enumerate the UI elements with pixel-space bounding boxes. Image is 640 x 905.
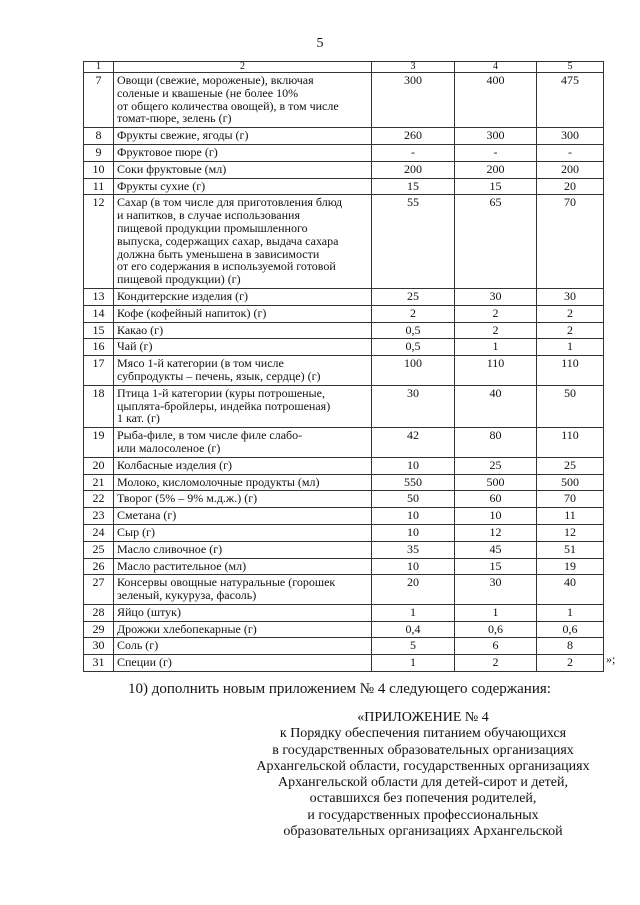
- header-cell: 5: [537, 62, 604, 73]
- table-row: [84, 474, 604, 491]
- table-row: [84, 73, 604, 128]
- row-value-col5: 19: [537, 558, 604, 575]
- row-value-col4: 500: [455, 474, 537, 491]
- row-value-col4: 2: [455, 305, 537, 322]
- row-value-col3: 55: [372, 195, 455, 289]
- table-row: [84, 604, 604, 621]
- row-number: 27: [84, 575, 114, 605]
- table-row: [84, 144, 604, 161]
- row-number: 15: [84, 322, 114, 339]
- row-value-col4: 25: [455, 457, 537, 474]
- row-value-col3: 0,5: [372, 339, 455, 356]
- row-value-col3: 0,5: [372, 322, 455, 339]
- row-value-col4: 80: [455, 428, 537, 458]
- table-row: [84, 541, 604, 558]
- appendix-line: Архангельской области для детей-сирот и детей,: [277, 775, 569, 791]
- row-value-col5: 110: [537, 356, 604, 386]
- row-value-col5: 1: [537, 339, 604, 356]
- appendix-line: к Порядку обеспечения питанием обучающихся: [279, 726, 567, 742]
- row-value-col3: 5: [372, 638, 455, 655]
- table-row: [84, 322, 604, 339]
- row-product-name: Овощи (свежие, мороженые), включая соленые и квашеные (не более 10% от общего количества овощей), в том числе томат-пюре, зелень (г): [114, 73, 372, 128]
- row-number: 28: [84, 604, 114, 621]
- row-value-col5: 25: [537, 457, 604, 474]
- row-number: 20: [84, 457, 114, 474]
- appendix-line: образовательных организациях Архангельской: [283, 824, 563, 840]
- row-product-name: Яйцо (штук): [114, 604, 372, 621]
- row-value-col3: 20: [372, 575, 455, 605]
- row-value-col4: 60: [455, 491, 537, 508]
- row-product-name: Соки фруктовые (мл): [114, 161, 372, 178]
- appendix-line: и государственных профессиональных: [307, 807, 539, 823]
- row-value-col3: 10: [372, 457, 455, 474]
- row-number: 9: [84, 144, 114, 161]
- row-value-col3: 15: [372, 178, 455, 195]
- table-row: [84, 178, 604, 195]
- header-cell: 3: [372, 62, 455, 73]
- appendix-line: в государственных образовательных организациях: [272, 742, 574, 758]
- row-value-col4: 40: [455, 385, 537, 427]
- row-number: 16: [84, 339, 114, 356]
- header-cell: 1: [84, 62, 114, 73]
- row-product-name: Рыба-филе, в том числе филе слабо- или малосоленое (г): [114, 428, 372, 458]
- row-value-col5: 2: [537, 305, 604, 322]
- row-number: 14: [84, 305, 114, 322]
- row-value-col5: 8: [537, 638, 604, 655]
- row-product-name: Сахар (в том числе для приготовления блюд и напитков, в случае использования пищевой продукции промышленного выпуска, содержащих сахар, выдача сахара должна быть уменьшена в зависимости от его содержания в используемой готовой пищевой продукции) (г): [114, 195, 372, 289]
- row-product-name: Консервы овощные натуральные (горошек зеленый, кукуруза, фасоль): [114, 575, 372, 605]
- row-product-name: Дрожжи хлебопекарные (г): [114, 621, 372, 638]
- row-number: 22: [84, 491, 114, 508]
- row-value-col5: 50: [537, 385, 604, 427]
- appendix-heading: [240, 710, 606, 840]
- closing-quote: »;: [606, 652, 616, 666]
- table-row: [84, 305, 604, 322]
- row-value-col4: 2: [455, 655, 537, 672]
- row-value-col5: 2: [537, 322, 604, 339]
- row-product-name: Фрукты свежие, ягоды (г): [114, 128, 372, 145]
- row-number: 23: [84, 508, 114, 525]
- table-row: [84, 428, 604, 458]
- table-row: [84, 288, 604, 305]
- row-value-col5: 20: [537, 178, 604, 195]
- row-number: 8: [84, 128, 114, 145]
- row-product-name: Фрукты сухие (г): [114, 178, 372, 195]
- row-value-col4: 300: [455, 128, 537, 145]
- row-value-col4: 110: [455, 356, 537, 386]
- page-number: 5: [316, 36, 324, 51]
- row-value-col4: 12: [455, 524, 537, 541]
- row-value-col4: 65: [455, 195, 537, 289]
- row-value-col3: 25: [372, 288, 455, 305]
- header-cell: 4: [455, 62, 537, 73]
- appendix-line: оставшихся без попечения родителей,: [309, 791, 537, 807]
- row-value-col5: 40: [537, 575, 604, 605]
- row-value-col3: 10: [372, 524, 455, 541]
- row-number: 19: [84, 428, 114, 458]
- item-10-text: 10) дополнить новым приложением № 4 следующего содержания:: [128, 681, 551, 697]
- row-value-col4: 45: [455, 541, 537, 558]
- table-row: [84, 491, 604, 508]
- row-value-col4: 15: [455, 558, 537, 575]
- row-value-col5: 51: [537, 541, 604, 558]
- row-value-col3: 30: [372, 385, 455, 427]
- row-number: 31: [84, 655, 114, 672]
- table-row: [84, 524, 604, 541]
- table-row: [84, 385, 604, 427]
- table-row: [84, 575, 604, 605]
- row-number: 11: [84, 178, 114, 195]
- row-value-col4: 30: [455, 288, 537, 305]
- row-value-col4: -: [455, 144, 537, 161]
- row-value-col3: 300: [372, 73, 455, 128]
- row-value-col3: 1: [372, 655, 455, 672]
- row-value-col5: 300: [537, 128, 604, 145]
- row-number: 30: [84, 638, 114, 655]
- row-product-name: Мясо 1-й категории (в том числе субпродукты – печень, язык, сердце) (г): [114, 356, 372, 386]
- row-number: 7: [84, 73, 114, 128]
- row-value-col3: 2: [372, 305, 455, 322]
- row-value-col3: 100: [372, 356, 455, 386]
- row-value-col4: 30: [455, 575, 537, 605]
- table-row: [84, 457, 604, 474]
- row-product-name: Молоко, кисломолочные продукты (мл): [114, 474, 372, 491]
- table-header-row: [84, 62, 604, 73]
- appendix-line: Архангельской области, государственных организациях: [256, 758, 590, 774]
- row-value-col3: -: [372, 144, 455, 161]
- row-product-name: Кондитерские изделия (г): [114, 288, 372, 305]
- food-norms-table: [83, 61, 604, 672]
- row-product-name: Сыр (г): [114, 524, 372, 541]
- row-value-col5: 475: [537, 73, 604, 128]
- row-number: 10: [84, 161, 114, 178]
- table-row: [84, 356, 604, 386]
- table-row: [84, 655, 604, 672]
- row-value-col4: 15: [455, 178, 537, 195]
- row-product-name: Специи (г): [114, 655, 372, 672]
- row-value-col3: 35: [372, 541, 455, 558]
- row-value-col4: 2: [455, 322, 537, 339]
- row-product-name: Фруктовое пюре (г): [114, 144, 372, 161]
- row-value-col5: 70: [537, 195, 604, 289]
- row-value-col5: 30: [537, 288, 604, 305]
- row-number: 12: [84, 195, 114, 289]
- row-value-col5: 11: [537, 508, 604, 525]
- row-value-col5: 12: [537, 524, 604, 541]
- header-cell: 2: [114, 62, 372, 73]
- row-value-col4: 1: [455, 604, 537, 621]
- row-value-col3: 10: [372, 508, 455, 525]
- row-product-name: Колбасные изделия (г): [114, 457, 372, 474]
- table-row: [84, 558, 604, 575]
- row-number: 26: [84, 558, 114, 575]
- row-value-col3: 260: [372, 128, 455, 145]
- row-number: 21: [84, 474, 114, 491]
- row-product-name: Соль (г): [114, 638, 372, 655]
- row-value-col4: 1: [455, 339, 537, 356]
- row-value-col5: 110: [537, 428, 604, 458]
- row-product-name: Творог (5% – 9% м.д.ж.) (г): [114, 491, 372, 508]
- row-product-name: Кофе (кофейный напиток) (г): [114, 305, 372, 322]
- table-row: [84, 508, 604, 525]
- row-value-col5: 0,6: [537, 621, 604, 638]
- row-product-name: Какао (г): [114, 322, 372, 339]
- row-value-col5: -: [537, 144, 604, 161]
- row-value-col3: 550: [372, 474, 455, 491]
- row-value-col3: 1: [372, 604, 455, 621]
- row-product-name: Масло сливочное (г): [114, 541, 372, 558]
- row-number: 25: [84, 541, 114, 558]
- row-value-col3: 200: [372, 161, 455, 178]
- row-number: 13: [84, 288, 114, 305]
- row-number: 18: [84, 385, 114, 427]
- row-value-col5: 1: [537, 604, 604, 621]
- row-number: 24: [84, 524, 114, 541]
- row-number: 29: [84, 621, 114, 638]
- table-row: [84, 195, 604, 289]
- row-value-col4: 0,6: [455, 621, 537, 638]
- row-value-col3: 50: [372, 491, 455, 508]
- row-value-col3: 42: [372, 428, 455, 458]
- row-value-col5: 200: [537, 161, 604, 178]
- appendix-line: «ПРИЛОЖЕНИЕ № 4: [357, 710, 489, 725]
- row-product-name: Чай (г): [114, 339, 372, 356]
- row-value-col5: 500: [537, 474, 604, 491]
- row-product-name: Масло растительное (мл): [114, 558, 372, 575]
- table-row: [84, 621, 604, 638]
- row-value-col5: 2: [537, 655, 604, 672]
- row-value-col5: 70: [537, 491, 604, 508]
- row-value-col4: 6: [455, 638, 537, 655]
- table-row: [84, 128, 604, 145]
- table-row: [84, 161, 604, 178]
- row-value-col4: 200: [455, 161, 537, 178]
- row-value-col3: 10: [372, 558, 455, 575]
- row-value-col3: 0,4: [372, 621, 455, 638]
- table-row: [84, 638, 604, 655]
- row-value-col4: 400: [455, 73, 537, 128]
- row-product-name: Птица 1-й категории (куры потрошеные, цыплята-бройлеры, индейка потрошеная) 1 кат. (г): [114, 385, 372, 427]
- row-number: 17: [84, 356, 114, 386]
- row-product-name: Сметана (г): [114, 508, 372, 525]
- table-row: [84, 339, 604, 356]
- row-value-col4: 10: [455, 508, 537, 525]
